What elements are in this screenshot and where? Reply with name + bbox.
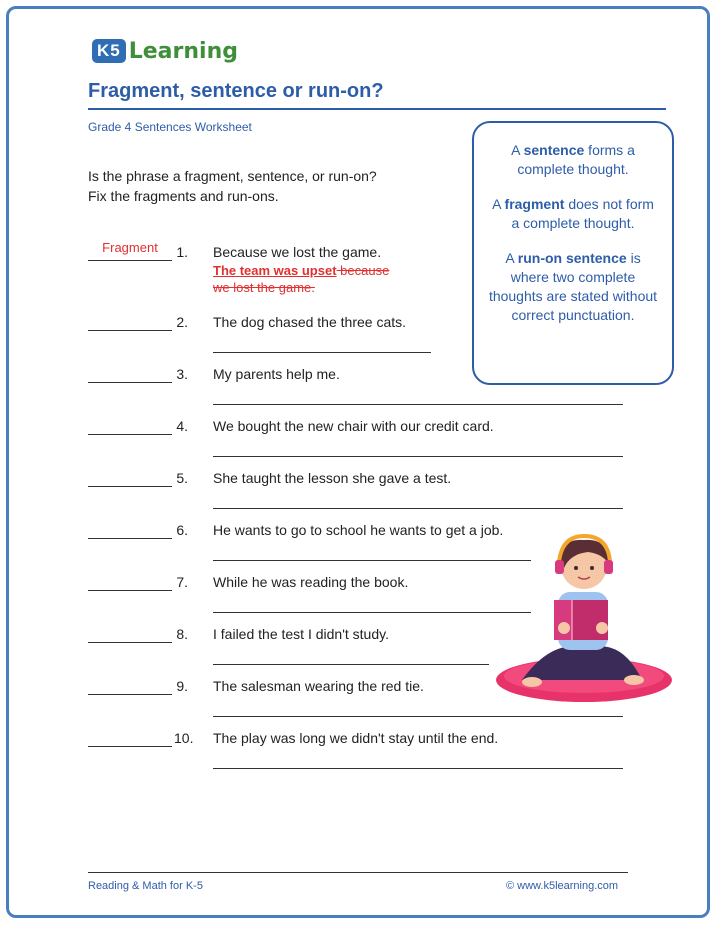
question-text: We bought the new chair with our credit card.: [213, 418, 494, 434]
answer-blank[interactable]: [88, 522, 172, 539]
question-text: Because we lost the game.: [213, 244, 382, 260]
question-text: The salesman wearing the red tie.: [213, 678, 424, 694]
question-text: He wants to go to school he wants to get a job.: [213, 522, 504, 538]
definition-sentence: A sentence forms a complete thought.: [511, 142, 635, 177]
answer-blank[interactable]: [88, 314, 172, 331]
answer-blank[interactable]: [88, 574, 172, 591]
answer-line-5[interactable]: [213, 508, 623, 509]
answer-line-8[interactable]: [213, 664, 489, 665]
question-number: 8.: [176, 626, 188, 642]
question-number: 9.: [176, 678, 188, 694]
footer-divider: [88, 872, 628, 873]
answer-blank[interactable]: [88, 470, 172, 487]
answer-line-2[interactable]: [213, 352, 431, 353]
answer-blank[interactable]: [88, 418, 172, 435]
instructions: [88, 166, 448, 206]
example-answer: Fragment: [102, 240, 158, 255]
question-number: 4.: [176, 418, 188, 434]
question-number: 1.: [176, 244, 188, 260]
title-divider: [88, 108, 666, 110]
question-number: 10.: [174, 730, 194, 746]
answer-line-10[interactable]: [213, 768, 623, 769]
footer-url: www.k5learning.com: [517, 880, 619, 892]
answer-line-9[interactable]: [213, 716, 623, 717]
definition-fragment: A fragment does not form a complete thought.: [492, 196, 654, 231]
answer-blank[interactable]: [88, 730, 172, 747]
question-number: 2.: [176, 314, 188, 330]
definitions-box: [472, 121, 674, 385]
question-number: 6.: [176, 522, 188, 538]
question-text: The dog chased the three cats.: [213, 314, 407, 330]
question-text: While he was reading the book.: [213, 574, 409, 590]
example-correction: The team was upset because we lost the game.: [213, 263, 390, 295]
girl-reading-illustration: [492, 530, 672, 705]
question-text: The play was long we didn't stay until the end.: [213, 730, 499, 746]
instructions-line-1: Is the phrase a fragment, sentence, or run-on?: [88, 168, 377, 184]
footer-tagline: Reading & Math for K-5: [88, 880, 203, 892]
footer-website: [506, 880, 618, 892]
worksheet-title: Fragment, sentence or run-on?: [88, 80, 384, 102]
logo-learning: Learning: [128, 38, 238, 64]
definition-run-on: A run-on sentence is where two complete thoughts are stated without correct punctuation.: [488, 250, 658, 323]
grade-label: Grade 4 Sentences Worksheet: [88, 120, 252, 134]
answer-blank[interactable]: [88, 678, 172, 695]
question-number: 7.: [176, 574, 188, 590]
question-number: 3.: [176, 366, 188, 382]
k5-learning-logo: [92, 36, 238, 66]
question-text: She taught the lesson she gave a test.: [213, 470, 452, 486]
answer-blank[interactable]: [88, 366, 172, 383]
instructions-line-2: Fix the fragments and run-ons.: [88, 188, 279, 204]
answer-line-3[interactable]: [213, 404, 623, 405]
answer-line-4[interactable]: [213, 456, 623, 457]
answer-line-6[interactable]: [213, 560, 531, 561]
question-number: 5.: [176, 470, 188, 486]
copyright-icon: ©: [506, 880, 515, 892]
question-text: My parents help me.: [213, 366, 340, 382]
answer-blank[interactable]: [88, 626, 172, 643]
answer-line-7[interactable]: [213, 612, 531, 613]
question-text: I failed the test I didn't study.: [213, 626, 389, 642]
logo-k5: K5: [92, 39, 126, 63]
